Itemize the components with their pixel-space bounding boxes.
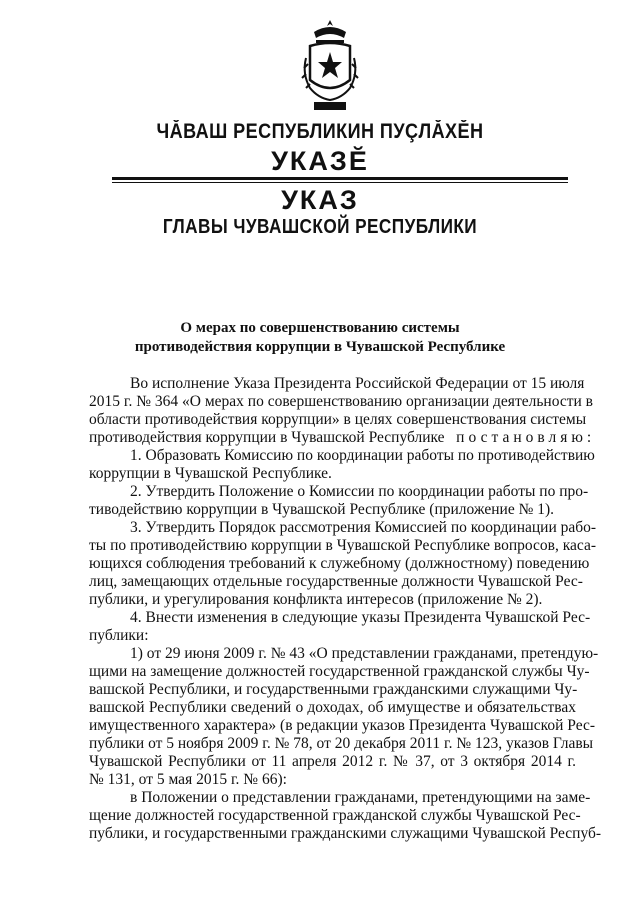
body-line: 2015 г. № 364 «О мерах по совершенствованию организации деятельности в: [89, 393, 593, 410]
body-line: публики:: [89, 627, 149, 644]
header-rule-thick: [112, 177, 568, 180]
body-line: публики, и урегулирования конфликта интересов (приложение № 2).: [89, 591, 543, 608]
header-russian-line1: УКАЗ: [281, 185, 359, 215]
header-chuvash-line2: УКАЗĔ: [271, 146, 369, 176]
document-title-line1: О мерах по совершенствованию системы: [180, 320, 460, 336]
body-line: щение должностей государственной гражданской службы Чувашской Рес-: [89, 807, 581, 824]
body-line: ты по противодействию коррупции в Чувашской Республике вопросов, каса-: [89, 537, 596, 554]
body-line: тиводействию коррупции в Чувашской Республике (приложение № 1).: [89, 501, 555, 518]
body-line: вашской Республики, и государственными гражданскими служащими Чу-: [89, 681, 578, 698]
body-line-text: противодействия коррупции в Чувашской Республике: [89, 429, 445, 446]
body-line: в Положении о представлении гражданами, претендующими на заме-: [130, 789, 591, 806]
header-rule-thin: [112, 182, 568, 183]
body-line: 4. Внести изменения в следующие указы Президента Чувашской Рес-: [130, 609, 591, 626]
body-line: Чувашской Республики от 11 апреля 2012 г. № 37, от 3 октября 2014 г.: [89, 753, 576, 770]
body-line: имущественного характера» (в редакции указов Президента Чувашской Рес-: [89, 717, 596, 734]
header-russian-line2: ГЛАВЫ ЧУВАШСКОЙ РЕСПУБЛИКИ: [162, 216, 478, 238]
decree-word: постановляю:: [456, 429, 596, 446]
body-line: публики от 5 ноября 2009 г. № 78, от 20 декабря 2011 г. № 123, указов Главы: [89, 735, 594, 752]
body-line: публики, и государственными гражданскими служащими Чувашской Респуб-: [89, 825, 602, 842]
body-line: 2. Утвердить Положение о Комиссии по координации работы по про-: [130, 483, 589, 500]
body-line: Во исполнение Указа Президента Российской Федерации от 15 июля: [130, 375, 585, 392]
header-chuvash-line1: ЧĂВАШ РЕСПУБЛИКИН ПУÇЛĂХĔН: [156, 120, 484, 143]
body-line: 3. Утвердить Порядок рассмотрения Комиссией по координации рабо-: [130, 519, 597, 536]
document-title-line2: противодействия коррупции в Чувашской Республике: [134, 339, 506, 355]
body-line: коррупции в Чувашской Республике.: [89, 465, 332, 482]
body-line: лиц, замещающих отдельные государственные должности Чувашской Рес-: [89, 573, 583, 590]
body-line: ющихся соблюдения требований к служебному (должностному) поведению: [89, 555, 590, 572]
chuvash-emblem-icon: [300, 18, 360, 114]
body-line: щими на замещение должностей государственной гражданской службы Чу-: [89, 663, 590, 680]
body-line: № 131, от 5 мая 2015 г. № 66):: [89, 771, 287, 788]
body-line: [89, 429, 596, 447]
body-line: области противодействия коррупции» в целях совершенствования системы: [89, 411, 587, 428]
body-line: 1. Образовать Комиссию по координации работы по противодействию: [130, 447, 595, 464]
body-line: вашской Республики сведений о доходах, об имуществе и обязательствах: [89, 699, 576, 716]
body-line: 1) от 29 июня 2009 г. № 43 «О представлении гражданами, претендую-: [130, 645, 599, 662]
